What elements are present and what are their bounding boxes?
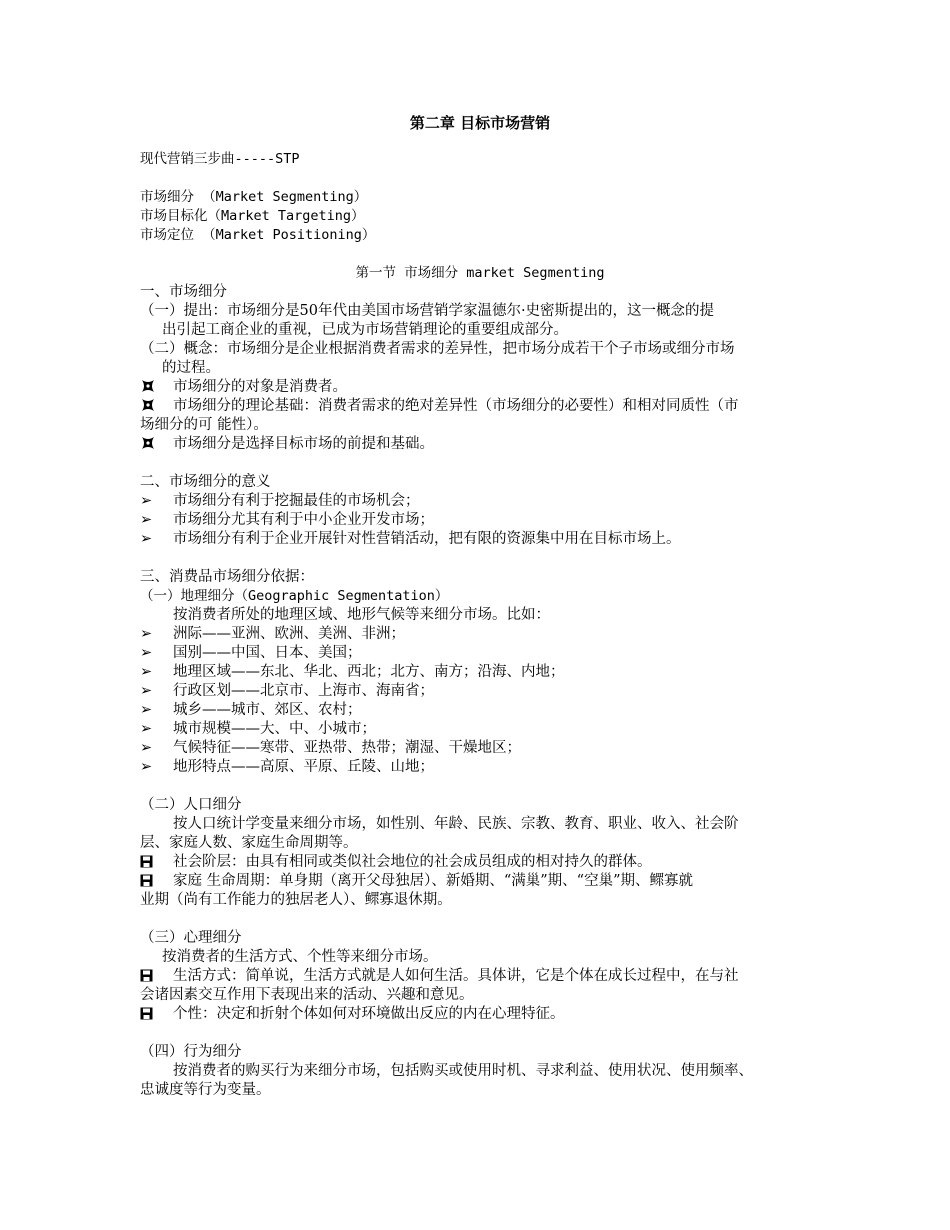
fleuron-icon	[140, 378, 173, 397]
paragraph-behavioral: 按消费者的购买行为来细分市场，包括购买或使用时机、寻求利益、使用状况、使用频率、	[173, 1063, 753, 1079]
arrow-bullet-icon: ➢	[140, 740, 153, 756]
intro-segmenting: 市场细分 （Market Segmenting）	[140, 189, 368, 205]
floppy-bullet-icon	[140, 853, 173, 872]
list-item: ➢ 市场细分有利于企业开展针对性营销活动，把有限的资源集中用在目标市场上。	[140, 531, 681, 547]
list-item: ➢ 洲际——亚洲、欧洲、美洲、非洲；	[140, 626, 405, 642]
floppy-bullet-icon	[140, 967, 173, 986]
stp-line: 现代营销三步曲-----STP	[140, 151, 300, 167]
list-item: ➢ 市场细分有利于挖掘最佳的市场机会；	[140, 493, 420, 509]
list-item: 家庭 生命周期：单身期（离开父母独居）、新婚期、“满巢”期、“空巢”期、鳏寡就	[140, 872, 820, 891]
list-item-cont: 业期（尚有工作能力的独居老人）、鳏寡退休期。	[140, 892, 452, 908]
chapter-title: 第二章 目标市场营销	[409, 114, 551, 132]
list-item: ➢ 市场细分尤其有利于中小企业开发市场；	[140, 512, 434, 528]
intro-positioning: 市场定位 （Market Positioning）	[140, 227, 376, 243]
list-item: ➢ 气候特征——寒带、亚热带、热带；潮湿、干燥地区；	[140, 740, 521, 756]
heading-meaning: 二、市场细分的意义	[140, 474, 271, 490]
list-item: ➢ 城市规模——大、中、小城市；	[140, 721, 376, 737]
paragraph-psychographic: 按消费者的生活方式、个性等来细分市场。	[162, 949, 438, 965]
heading-basis: 三、消费品市场细分依据：	[140, 569, 314, 585]
paragraph-concept: （二）概念：市场细分是企业根据消费者需求的差异性，把市场分成若干个子市场或细分市场	[140, 341, 735, 357]
section-title: 第一节 市场细分 market Segmenting	[355, 265, 605, 281]
paragraph-population: 按人口统计学变量来细分市场，如性别、年龄、民族、宗教、教育、职业、收入、社会阶	[173, 816, 739, 832]
fleuron-icon	[140, 435, 173, 454]
heading-geographic: （一）地理细分（Geographic Segmentation）	[140, 588, 449, 604]
list-item: ➢ 行政区划——北京市、上海市、海南省；	[140, 683, 434, 699]
arrow-bullet-icon: ➢	[140, 664, 153, 680]
list-item: ➢ 城乡——城市、郊区、农村；	[140, 702, 362, 718]
heading-population: （二）人口细分	[140, 797, 242, 813]
list-item: 个性：决定和折射个体如何对环境做出反应的内在心理特征。	[140, 1005, 820, 1024]
list-item: ➢ 地理区域——东北、华北、西北；北方、南方；沿海、内地；	[140, 664, 565, 680]
list-item-cont: 场细分的可 能性）。	[140, 417, 268, 433]
list-item: 市场细分是选择目标市场的前提和基础。	[140, 435, 820, 454]
paragraph-origin-cont: 出引起工商企业的重视，已成为市场营销理论的重要组成部分。	[162, 322, 568, 338]
paragraph-concept-cont: 的过程。	[162, 360, 220, 376]
list-item: 社会阶层：由具有相同或类似社会地位的社会成员组成的相对持久的群体。	[140, 853, 820, 872]
arrow-bullet-icon: ➢	[140, 721, 153, 737]
arrow-bullet-icon: ➢	[140, 626, 153, 642]
list-item: ➢ 国别——中国、日本、美国；	[140, 645, 362, 661]
paragraph-population-cont: 层、家庭人数、家庭生命周期等。	[140, 835, 358, 851]
intro-targeting: 市场目标化（Market Targeting）	[140, 208, 365, 224]
paragraph-origin: （一）提出：市场细分是50年代由美国市场营销学家温德尔·史密斯提出的，这一概念的提	[140, 303, 715, 319]
arrow-bullet-icon: ➢	[140, 512, 153, 528]
list-item: 市场细分的理论基础：消费者需求的绝对差异性（市场细分的必要性）和相对同质性（市	[140, 397, 820, 416]
document-body	[140, 112, 820, 1100]
heading-market-segmentation: 一、市场细分	[140, 284, 227, 300]
arrow-bullet-icon: ➢	[140, 645, 153, 661]
arrow-bullet-icon: ➢	[140, 531, 153, 547]
arrow-bullet-icon: ➢	[140, 683, 153, 699]
heading-behavioral: （四）行为细分	[140, 1044, 242, 1060]
fleuron-icon	[140, 397, 173, 416]
list-item: 市场细分的对象是消费者。	[140, 378, 820, 397]
paragraph-geographic: 按消费者所处的地理区域、地形气候等来细分市场。比如：	[173, 607, 550, 623]
heading-psychographic: （三）心理细分	[140, 930, 242, 946]
list-item: 生活方式：简单说，生活方式就是人如何生活。具体讲，它是个体在成长过程中，在与社	[140, 967, 820, 986]
paragraph-behavioral-cont: 忠诚度等行为变量。	[140, 1082, 271, 1098]
list-item: ➢ 地形特点——高原、平原、丘陵、山地；	[140, 759, 434, 775]
arrow-bullet-icon: ➢	[140, 493, 153, 509]
arrow-bullet-icon: ➢	[140, 702, 153, 718]
list-item-cont: 会诸因素交互作用下表现出来的活动、兴趣和意见。	[140, 987, 474, 1003]
floppy-bullet-icon	[140, 872, 173, 891]
floppy-bullet-icon	[140, 1005, 173, 1024]
arrow-bullet-icon: ➢	[140, 759, 153, 775]
